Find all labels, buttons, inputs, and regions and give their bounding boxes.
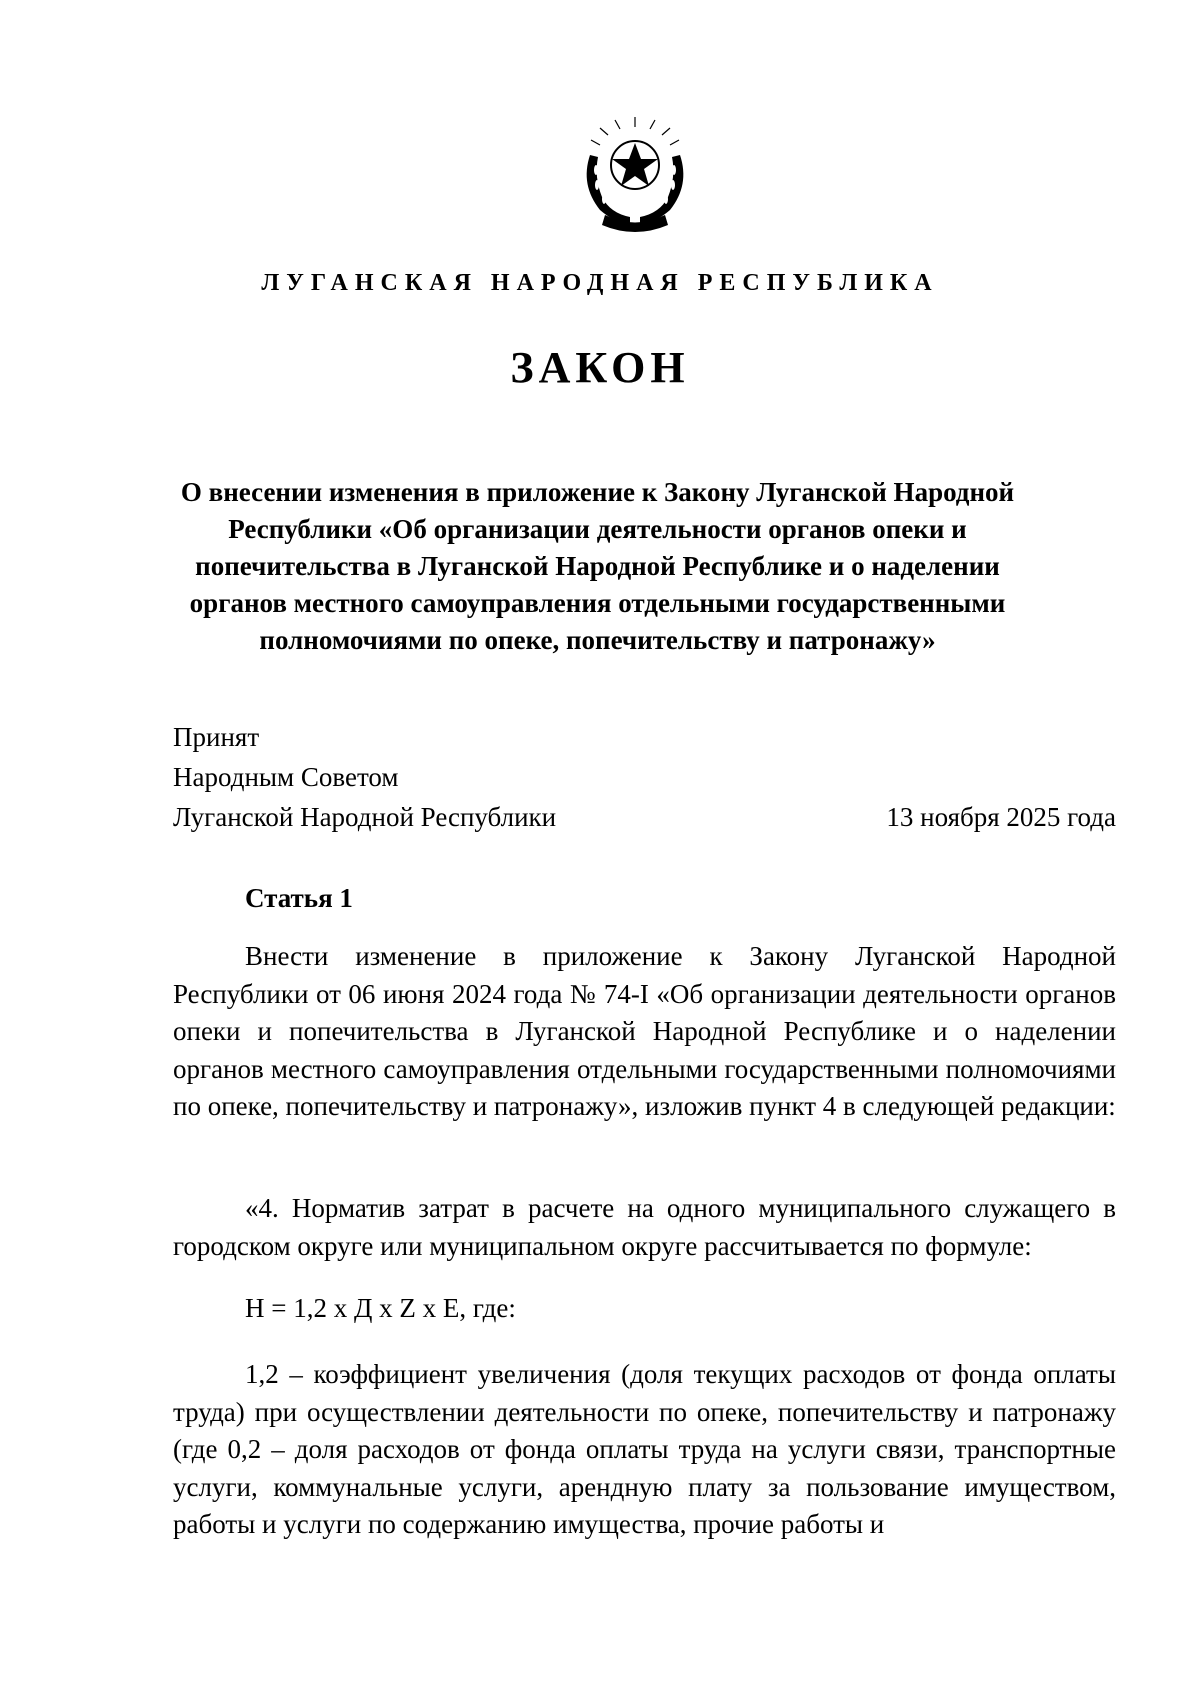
coat-of-arms-emblem <box>560 115 710 235</box>
adoption-block <box>173 717 556 837</box>
article-paragraph: «4. Норматив затрат в расчете на одного муниципального служащего в городском округе или муниципальном округе рассчитывается по формуле: <box>173 1193 1116 1261</box>
adoption-line-3: Луганской Народной Республики <box>173 802 557 832</box>
adoption-date: 13 ноября 2025 года <box>886 802 1116 832</box>
article-paragraph: 1,2 – коэффициент увеличения (доля текущих расходов от фонда оплаты труда) при осуществлении деятельности по опеке, попечительству и патронажу (где 0,2 – доля расходов от фонда оплаты труда на услуги связи, транспортные услуги, коммунальные услуги, арендную плату за пользование имуществом, работы и услуги по содержанию имущества, прочие работы и <box>173 1359 1116 1539</box>
republic-name: ЛУГАНСКАЯ НАРОДНАЯ РЕСПУБЛИКА <box>261 270 939 296</box>
adoption-line-1: Принят <box>173 722 260 752</box>
article-heading: Статья 1 <box>245 883 353 913</box>
law-title: О внесении изменения в приложение к Закону Луганской Народной Республики «Об организации деятельности органов опеки и попечительства в Луганской Народной Республике и о наделении органов местного самоуправления отдельными государственными полномочиями по опеке, попечительству и патронажу» <box>180 477 1015 655</box>
formula-paragraph: Н = 1,2 х Д х Z х Е, где: <box>245 1293 516 1323</box>
article-paragraph: Внести изменение в приложение к Закону Луганской Народной Республики от 06 июня 2024 года № 74-I «Об организации деятельности органов опеки и попечительства в Луганской Народной Республике и о наделении органов местного самоуправления отдельными государственными полномочиями по опеке, попечительству и патронажу», изложив пункт 4 в следующей редакции: <box>173 941 1116 1121</box>
adoption-line-2: Народным Советом <box>173 762 399 792</box>
document-type: ЗАКОН <box>510 343 690 392</box>
